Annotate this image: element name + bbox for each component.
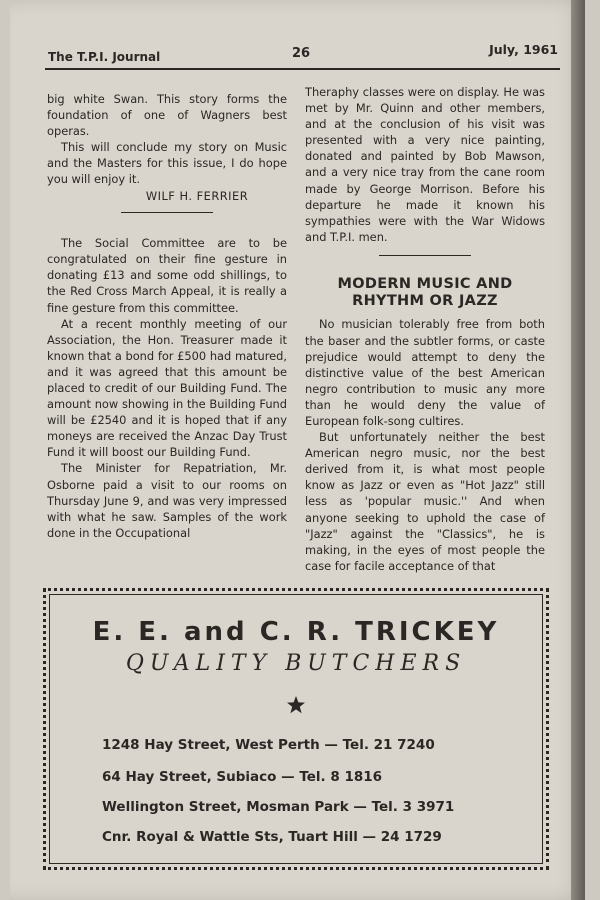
heading-line: MODERN MUSIC AND (337, 276, 513, 293)
advert-address: 1248 Hay Street, West Perth — Tel. 21 7240 (102, 737, 435, 753)
page-number: 26 (292, 46, 311, 61)
paragraph: Theraphy classes were on display. He was met by Mr. Quinn and other members, and at the conclusion of his visit was presented with a very nice painting, donated and painted by Bob Mawson, and a very nice tray from the cane room made by George Morrison. Before his departure he made it known his sympathies were with the War Widows and T.P.I. men. (305, 85, 545, 244)
paragraph: The Minister for Repatriation, Mr. Osborne paid a visit to our rooms on Thursday June 9, and was very impressed with what he saw. Samples of the work done in the Occupational (47, 461, 287, 540)
heading-line: RHYTHM OR JAZZ (352, 293, 498, 310)
advert-address: Wellington Street, Mosman Park — Tel. 3 3971 (102, 799, 455, 815)
issue-date: July, 1961 (489, 42, 558, 57)
butcher-advertisement (43, 588, 549, 870)
paragraph: At a recent monthly meeting of our Association, the Hon. Treasurer made it known that a bond for £500 had matured, and it was agreed that this amount be placed to credit of our Building Fund. The amount now showing in the Building Fund will be £2540 and it is hoped that if any moneys are received the Anzac Day Trust Fund it will boost our Building Fund. (47, 316, 287, 460)
author-signature: WILF H. FERRIER (145, 188, 249, 203)
header-divider (45, 68, 560, 70)
paragraph: No musician tolerably free from both the baser and the subtler forms, or caste prejudice would attempt to deny the distinctive value of the best American negro contribution to music any more than he would deny the value of European folk-song cultires. (305, 317, 545, 428)
paragraph: But unfortunately neither the best American negro music, nor the best derived from it, is what most people know as Jazz or even as "Hot Jazz" still less as 'popular music.'' And when anyone seeking to uphold the case of "Jazz" against the "Classics", he is making, in the eyes of most people the case for facile acceptance of that (305, 430, 545, 573)
journal-page (10, 0, 585, 900)
paragraph: This will conclude my story on Music and the Masters for this issue, I do hope you will enjoy it. (47, 140, 287, 187)
advert-tagline: QUALITY BUTCHERS (125, 651, 467, 676)
article-heading (305, 276, 545, 310)
page-edge-shadow (571, 0, 585, 900)
journal-title: The T.P.I. Journal (48, 50, 161, 64)
section-divider (121, 212, 213, 214)
right-column (305, 84, 545, 574)
advert-address: 64 Hay Street, Subiaco — Tel. 8 1816 (102, 769, 383, 785)
advert-border (49, 594, 543, 864)
section-divider (379, 255, 471, 257)
star-icon (286, 695, 306, 715)
advert-address: Cnr. Royal & Wattle Sts, Tuart Hill — 24 1729 (102, 829, 442, 845)
left-column (47, 91, 287, 541)
page-header (48, 42, 558, 66)
advert-business-name: E. E. and C. R. TRICKEY (92, 617, 500, 647)
paragraph: The Social Committee are to be congratulated on their fine gesture in donating £13 and some odd shillings, to the Red Cross March Appeal, it is really a fine gesture from this committee. (47, 236, 287, 315)
paragraph: big white Swan. This story forms the foundation of one of Wagners best operas. (47, 92, 287, 139)
